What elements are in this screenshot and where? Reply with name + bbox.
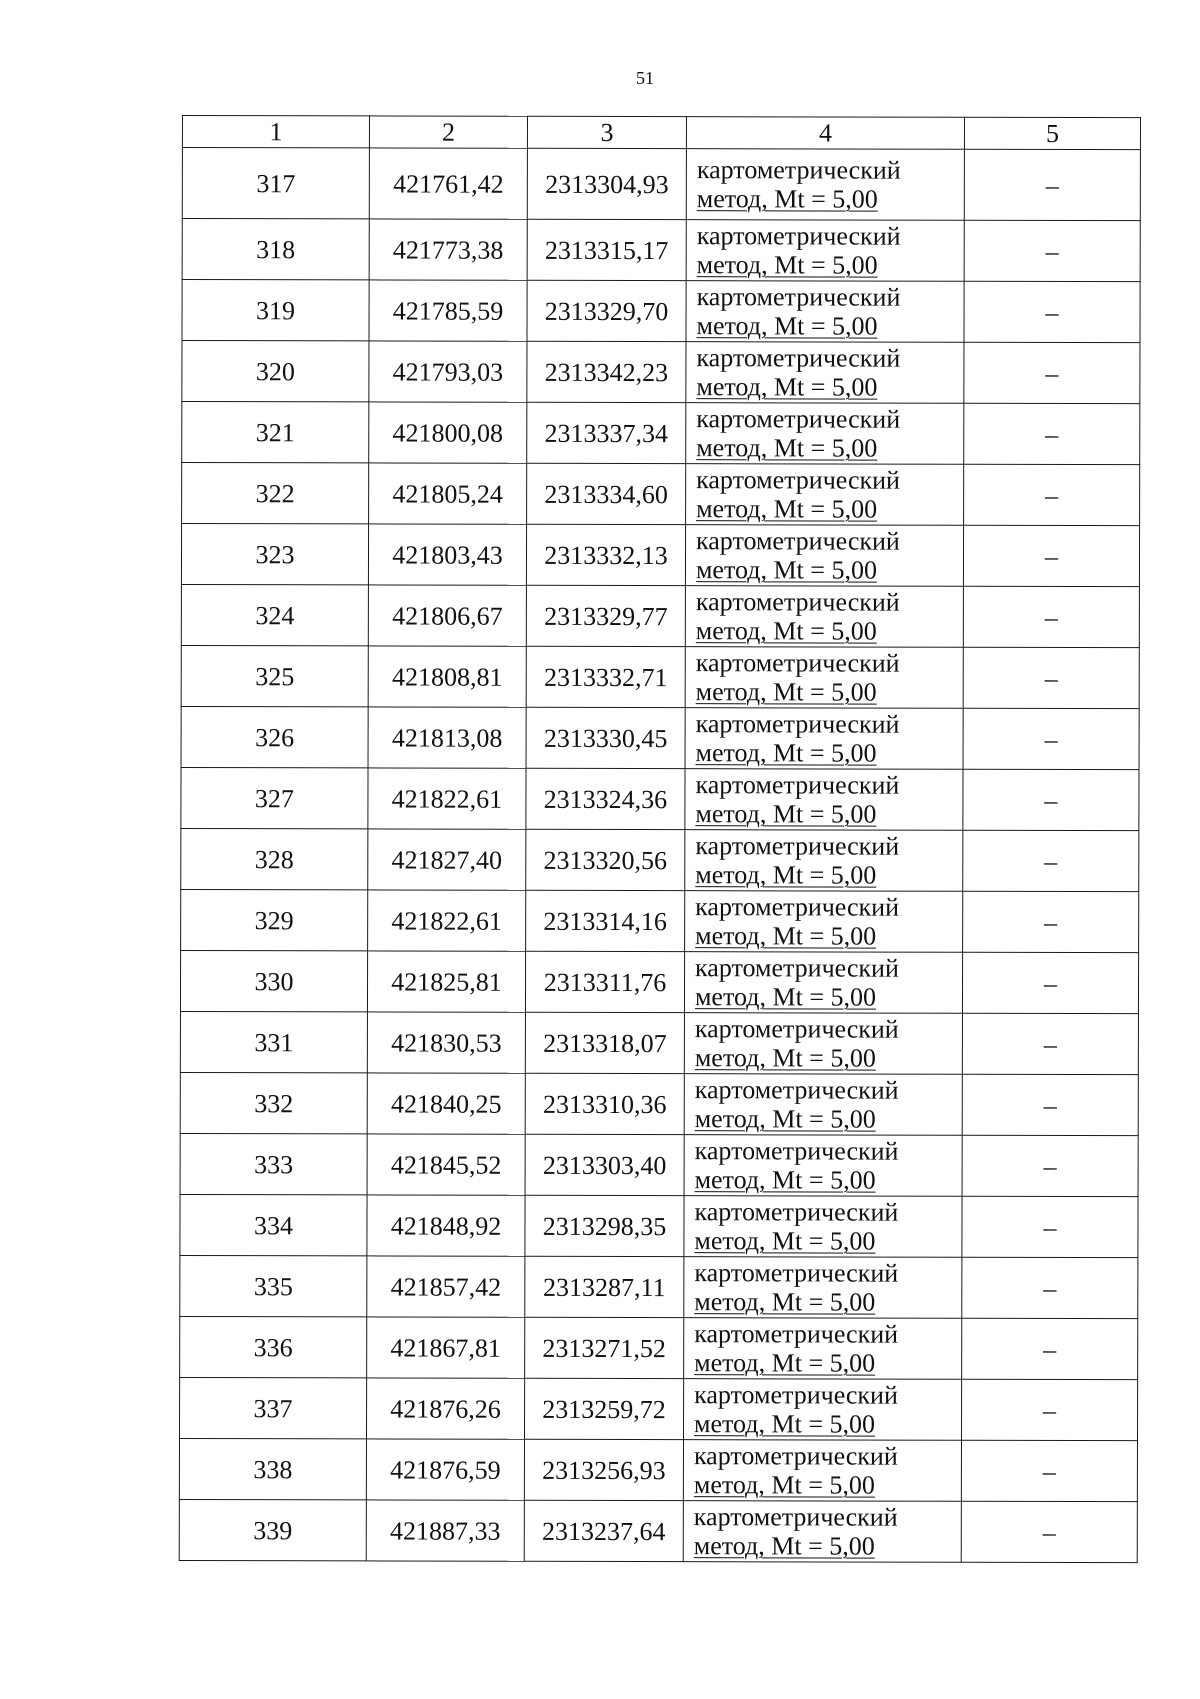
method-accuracy-text: метод, Mt = 5,00 <box>696 184 878 214</box>
y-coordinate-cell: 2313320,56 <box>526 829 685 890</box>
method-cell <box>685 769 963 831</box>
column-header-1: 1 <box>182 116 369 148</box>
method-accuracy-text: метод, Mt = 5,00 <box>694 1043 876 1073</box>
method-cell <box>685 525 963 587</box>
point-number-cell: 335 <box>180 1255 367 1316</box>
table-row <box>179 1377 1137 1440</box>
method-name-text: картометрический <box>694 1136 899 1166</box>
table-row <box>180 1255 1138 1318</box>
method-name-text: картометрический <box>695 892 900 922</box>
method-name-text: картометрический <box>693 1502 898 1532</box>
method-accuracy-text: метод, Mt = 5,00 <box>694 982 877 1012</box>
x-coordinate-cell: 421822,61 <box>368 890 526 951</box>
column-5-cell: – <box>964 464 1140 525</box>
y-coordinate-cell: 2313310,36 <box>525 1073 684 1134</box>
method-accuracy-text: метод, Mt = 5,00 <box>694 1104 876 1134</box>
y-coordinate-cell: 2313318,07 <box>525 1012 684 1073</box>
method-name-text: картометрический <box>694 1075 899 1105</box>
point-number-cell: 320 <box>182 341 369 402</box>
table-row <box>180 1011 1138 1074</box>
method-accuracy-text: метод, Mt = 5,00 <box>695 555 878 585</box>
table-row <box>180 1133 1138 1196</box>
method-name-text: картометрический <box>696 221 901 251</box>
table-body <box>179 148 1140 1563</box>
point-number-cell: 326 <box>181 706 368 767</box>
method-accuracy-text: метод, Mt = 5,00 <box>693 1531 875 1561</box>
column-5-cell: – <box>963 586 1139 647</box>
column-5-cell: – <box>964 342 1140 403</box>
column-5-cell: – <box>962 952 1138 1013</box>
method-accuracy-text: метод, Mt = 5,00 <box>696 311 878 341</box>
method-accuracy-text: метод, Mt = 5,00 <box>695 799 877 829</box>
column-5-cell: – <box>963 830 1139 891</box>
column-5-cell: – <box>962 1013 1138 1074</box>
column-5-cell: – <box>962 1257 1138 1318</box>
y-coordinate-cell: 2313314,16 <box>526 890 685 951</box>
column-5-cell: – <box>961 1379 1137 1440</box>
method-cell <box>684 1013 962 1075</box>
y-coordinate-cell: 2313311,76 <box>525 951 684 1012</box>
y-coordinate-cell: 2313287,11 <box>525 1256 684 1317</box>
method-accuracy-text: метод, Mt = 5,00 <box>695 677 877 707</box>
y-coordinate-cell: 2313315,17 <box>527 219 686 280</box>
point-number-cell: 333 <box>180 1133 367 1194</box>
y-coordinate-cell: 2313304,93 <box>527 148 686 219</box>
x-coordinate-cell: 421887,33 <box>366 1500 524 1561</box>
point-number-cell: 325 <box>181 645 368 706</box>
point-number-cell: 331 <box>180 1011 367 1072</box>
method-cell <box>686 281 964 343</box>
method-cell <box>686 220 964 282</box>
x-coordinate-cell: 421845,52 <box>367 1134 525 1195</box>
column-5-cell: – <box>962 1135 1138 1196</box>
point-number-cell: 334 <box>180 1194 367 1255</box>
table-row <box>182 219 1140 282</box>
method-name-text: картометрический <box>694 1319 899 1349</box>
point-number-cell: 330 <box>180 950 367 1011</box>
table-header-row <box>182 116 1140 150</box>
x-coordinate-cell: 421876,59 <box>366 1439 524 1500</box>
point-number-cell: 337 <box>179 1377 366 1438</box>
point-number-cell: 324 <box>181 584 368 645</box>
y-coordinate-cell: 2313237,64 <box>524 1500 683 1561</box>
y-coordinate-cell: 2313271,52 <box>525 1317 684 1378</box>
method-name-text: картометрический <box>694 1014 899 1044</box>
table-row <box>182 402 1140 465</box>
y-coordinate-cell: 2313329,77 <box>526 585 685 646</box>
y-coordinate-cell: 2313259,72 <box>524 1378 683 1439</box>
table-row <box>181 584 1139 647</box>
point-number-cell: 323 <box>181 524 368 585</box>
method-cell <box>684 1196 962 1258</box>
x-coordinate-cell: 421761,42 <box>369 148 527 219</box>
y-coordinate-cell: 2313324,36 <box>526 768 685 829</box>
y-coordinate-cell: 2313342,23 <box>527 341 686 402</box>
y-coordinate-cell: 2313256,93 <box>524 1439 683 1500</box>
table-row <box>181 706 1139 769</box>
point-number-cell: 332 <box>180 1072 367 1133</box>
x-coordinate-cell: 421825,81 <box>367 951 525 1012</box>
x-coordinate-cell: 421806,67 <box>368 585 526 646</box>
method-cell <box>685 708 963 770</box>
table-row <box>182 463 1140 526</box>
x-coordinate-cell: 421785,59 <box>369 280 527 341</box>
method-name-text: картометрический <box>696 155 901 185</box>
table-row <box>182 280 1140 343</box>
method-accuracy-text: метод, Mt = 5,00 <box>695 738 877 768</box>
method-accuracy-text: метод, Mt = 5,00 <box>694 1165 876 1195</box>
column-5-cell: – <box>963 891 1139 952</box>
column-header-4: 4 <box>686 117 964 150</box>
x-coordinate-cell: 421857,42 <box>367 1256 525 1317</box>
table-row <box>182 341 1140 404</box>
column-5-cell: – <box>962 1318 1138 1379</box>
x-coordinate-cell: 421773,38 <box>369 219 527 280</box>
method-cell <box>683 1501 961 1563</box>
x-coordinate-cell: 421840,25 <box>367 1073 525 1134</box>
page-number: 51 <box>636 68 654 88</box>
point-number-cell: 328 <box>181 828 368 889</box>
point-number-cell: 329 <box>181 889 368 950</box>
table-row <box>182 148 1140 221</box>
column-5-cell: – <box>963 769 1139 830</box>
x-coordinate-cell: 421793,03 <box>369 341 527 402</box>
method-cell <box>686 342 964 404</box>
method-accuracy-text: метод, Mt = 5,00 <box>693 1409 876 1439</box>
table-row <box>180 950 1138 1013</box>
point-number-cell: 319 <box>182 280 369 341</box>
point-number-cell: 317 <box>182 148 369 219</box>
column-header-5: 5 <box>964 117 1140 149</box>
method-name-text: картометрический <box>694 1258 899 1288</box>
method-cell <box>683 1379 961 1441</box>
column-5-cell: – <box>962 1196 1138 1257</box>
column-header-2: 2 <box>369 116 527 148</box>
column-5-cell: – <box>961 1440 1137 1501</box>
method-accuracy-text: метод, Mt = 5,00 <box>696 250 878 280</box>
point-number-cell: 338 <box>179 1438 366 1499</box>
method-name-text: картометрический <box>696 526 900 556</box>
y-coordinate-cell: 2313332,71 <box>526 646 685 707</box>
method-cell <box>683 1440 961 1502</box>
method-accuracy-text: метод, Mt = 5,00 <box>696 433 878 463</box>
method-name-text: картометрический <box>696 282 901 312</box>
method-cell <box>685 891 963 953</box>
table-row <box>181 524 1139 587</box>
table-row <box>181 828 1139 891</box>
column-header-3: 3 <box>527 116 686 148</box>
x-coordinate-cell: 421803,43 <box>368 524 526 585</box>
method-name-text: картометрический <box>696 343 901 373</box>
point-number-cell: 327 <box>181 767 368 828</box>
column-5-cell: – <box>964 149 1140 220</box>
method-accuracy-text: метод, Mt = 5,00 <box>695 921 877 951</box>
table-row <box>180 1316 1138 1379</box>
point-number-cell: 336 <box>180 1316 367 1377</box>
method-name-text: картометрический <box>695 770 900 800</box>
method-name-text: картометрический <box>695 648 900 678</box>
x-coordinate-cell: 421867,81 <box>367 1317 525 1378</box>
y-coordinate-cell: 2313303,40 <box>525 1134 684 1195</box>
method-cell <box>685 830 963 892</box>
table-row <box>181 889 1139 952</box>
x-coordinate-cell: 421805,24 <box>369 463 527 524</box>
table-row <box>181 767 1139 830</box>
table-row <box>179 1499 1137 1562</box>
y-coordinate-cell: 2313330,45 <box>526 707 685 768</box>
column-5-cell: – <box>964 281 1140 342</box>
method-cell <box>684 1074 962 1136</box>
method-name-text: картометрический <box>695 831 900 861</box>
method-cell <box>686 464 964 526</box>
x-coordinate-cell: 421813,08 <box>368 707 526 768</box>
coordinates-table <box>179 115 1141 1563</box>
table-row <box>181 645 1139 708</box>
method-cell <box>686 149 964 221</box>
method-accuracy-text: метод, Mt = 5,00 <box>694 1287 876 1317</box>
method-name-text: картометрический <box>695 587 900 617</box>
method-cell <box>684 952 962 1014</box>
method-cell <box>684 1318 962 1380</box>
method-accuracy-text: метод, Mt = 5,00 <box>693 1470 875 1500</box>
table-row <box>180 1194 1138 1257</box>
column-5-cell: – <box>961 1501 1137 1562</box>
method-accuracy-text: метод, Mt = 5,00 <box>694 1226 876 1256</box>
method-cell <box>684 1257 962 1319</box>
x-coordinate-cell: 421808,81 <box>368 646 526 707</box>
x-coordinate-cell: 421827,40 <box>368 829 526 890</box>
table-row <box>180 1072 1138 1135</box>
method-name-text: картометрический <box>694 1197 899 1227</box>
method-name-text: картометрический <box>696 465 901 495</box>
x-coordinate-cell: 421800,08 <box>369 402 527 463</box>
y-coordinate-cell: 2313332,13 <box>526 524 685 585</box>
method-accuracy-text: метод, Mt = 5,00 <box>696 372 878 402</box>
method-name-text: картометрический <box>695 709 900 739</box>
column-5-cell: – <box>964 403 1140 464</box>
point-number-cell: 318 <box>182 219 369 280</box>
method-cell <box>685 647 963 709</box>
method-accuracy-text: метод, Mt = 5,00 <box>695 616 877 646</box>
column-5-cell: – <box>963 525 1139 586</box>
y-coordinate-cell: 2313337,34 <box>527 402 686 463</box>
method-cell <box>686 403 964 465</box>
x-coordinate-cell: 421848,92 <box>367 1195 525 1256</box>
point-number-cell: 321 <box>182 402 369 463</box>
x-coordinate-cell: 421830,53 <box>367 1012 525 1073</box>
method-accuracy-text: метод, Mt = 5,00 <box>695 860 877 890</box>
point-number-cell: 339 <box>179 1499 366 1560</box>
method-accuracy-text: метод, Mt = 5,00 <box>694 1348 876 1378</box>
y-coordinate-cell: 2313298,35 <box>525 1195 684 1256</box>
point-number-cell: 322 <box>182 463 369 524</box>
method-cell <box>685 586 963 648</box>
column-5-cell: – <box>962 1074 1138 1135</box>
method-name-text: картометрический <box>696 404 901 434</box>
method-accuracy-text: метод, Mt = 5,00 <box>696 494 878 524</box>
column-5-cell: – <box>964 220 1140 281</box>
y-coordinate-cell: 2313329,70 <box>527 280 686 341</box>
method-name-text: картометрический <box>693 1441 898 1471</box>
column-5-cell: – <box>963 708 1139 769</box>
column-5-cell: – <box>963 647 1139 708</box>
x-coordinate-cell: 421822,61 <box>368 768 526 829</box>
x-coordinate-cell: 421876,26 <box>366 1378 524 1439</box>
method-name-text: картометрический <box>695 953 899 983</box>
method-cell <box>684 1135 962 1197</box>
method-name-text: картометрический <box>694 1380 898 1410</box>
y-coordinate-cell: 2313334,60 <box>527 463 686 524</box>
table-row <box>179 1438 1137 1501</box>
